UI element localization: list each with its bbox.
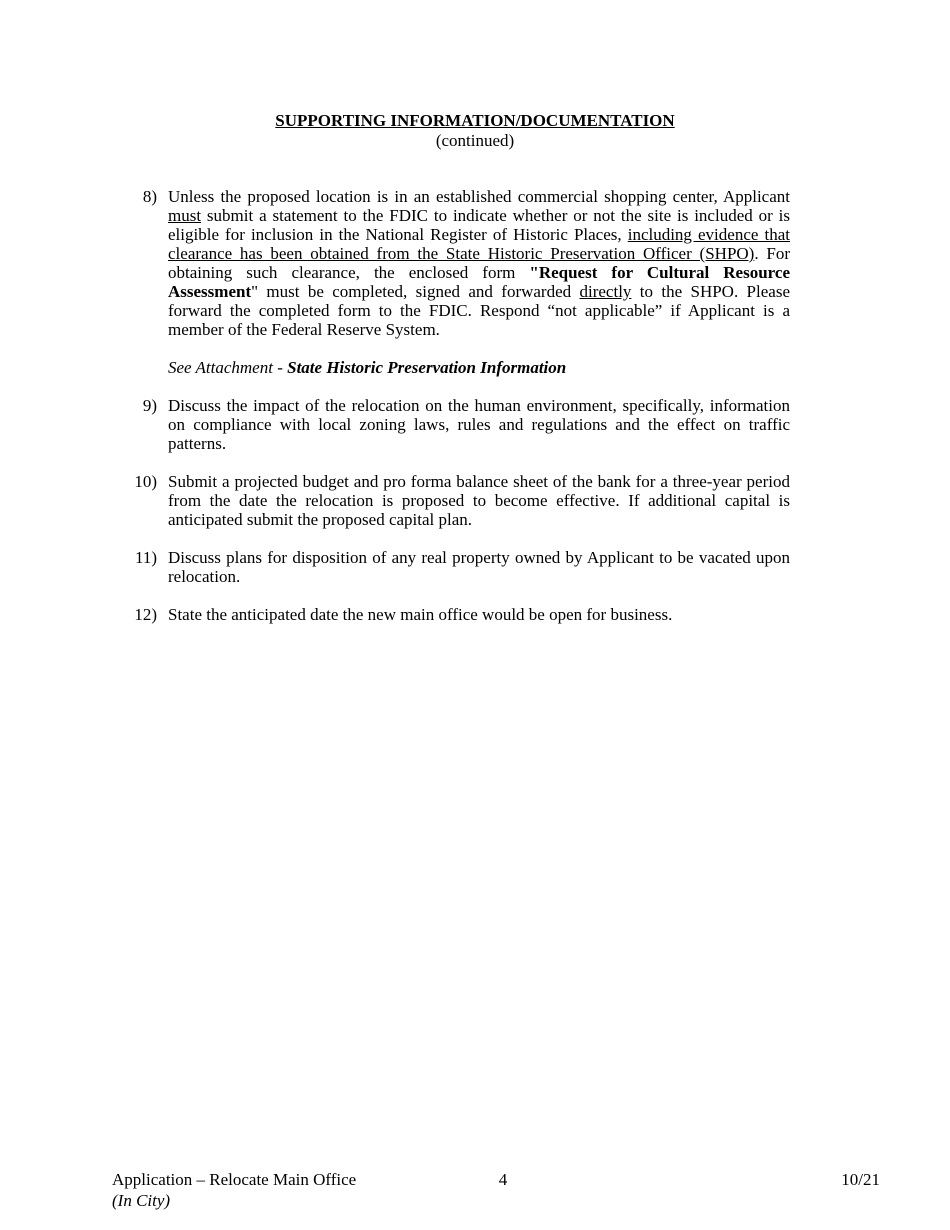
section-subtitle: (continued)	[435, 131, 515, 150]
section-header	[0, 111, 950, 151]
question-text	[168, 187, 790, 339]
question-number: 12)	[134, 605, 157, 624]
question-number: 11)	[134, 548, 157, 567]
question-body	[168, 396, 790, 453]
attachment-reference	[168, 358, 790, 377]
question-text: State the anticipated date the new main office would be open for business.	[168, 605, 673, 624]
underlined-clearance-requirement: including evidence that clearance has been obtained from the State Historic Preservation Officer (SHPO)	[168, 225, 790, 263]
underlined-must: must	[168, 206, 202, 225]
text-segment: . For obtaining such clearance, the enclosed form	[168, 244, 790, 282]
footer-form-label	[112, 1169, 412, 1211]
underlined-directly: directly	[579, 282, 632, 301]
question-item-8	[0, 187, 950, 377]
question-number: 8)	[142, 187, 157, 206]
attachment-prefix: See Attachment -	[168, 358, 288, 377]
question-text: Discuss the impact of the relocation on the human environment, specifically, information on compliance with local zoning laws, rules and regulations and the effect on traffic patterns.	[168, 396, 790, 453]
footer-form-variant: (In City)	[112, 1191, 171, 1210]
question-number: 10)	[134, 472, 157, 491]
page-number: 4	[498, 1170, 508, 1189]
question-item-11	[0, 548, 950, 586]
question-body	[168, 605, 790, 624]
form-name-bold: "Request for Cultural Resource Assessment	[168, 263, 790, 301]
question-body	[168, 187, 790, 377]
text-segment: to the SHPO. Please forward the completed form to the FDIC. Respond “not applicable” if Applicant is a member of the Federal Reserve System.	[168, 282, 790, 339]
text-segment: submit a statement to the FDIC to indicate whether or not the site is included or is eligible for inclusion in the National Register of Historic Places,	[168, 206, 790, 244]
text-segment: Unless the proposed location is in an established commercial shopping center, Applicant	[168, 187, 790, 206]
question-item-9	[0, 396, 950, 453]
footer-form-name: Application – Relocate Main Office	[112, 1170, 357, 1189]
question-text: Discuss plans for disposition of any real property owned by Applicant to be vacated upon relocation.	[168, 548, 790, 586]
question-list	[0, 187, 950, 643]
question-body	[168, 472, 790, 529]
section-title: SUPPORTING INFORMATION/DOCUMENTATION	[275, 111, 675, 130]
text-segment: " must be completed, signed and forwarded	[251, 282, 580, 301]
question-item-12	[0, 605, 950, 624]
question-text: Submit a projected budget and pro forma balance sheet of the bank for a three-year period from the date the relocation is proposed to become effective. If additional capital is anticipated submit the proposed capital plan.	[168, 472, 790, 529]
attachment-title: State Historic Preservation Information	[287, 358, 567, 377]
question-body	[168, 548, 790, 586]
revision-date: 10/21	[841, 1170, 880, 1189]
question-item-10	[0, 472, 950, 529]
question-number: 9)	[142, 396, 157, 415]
